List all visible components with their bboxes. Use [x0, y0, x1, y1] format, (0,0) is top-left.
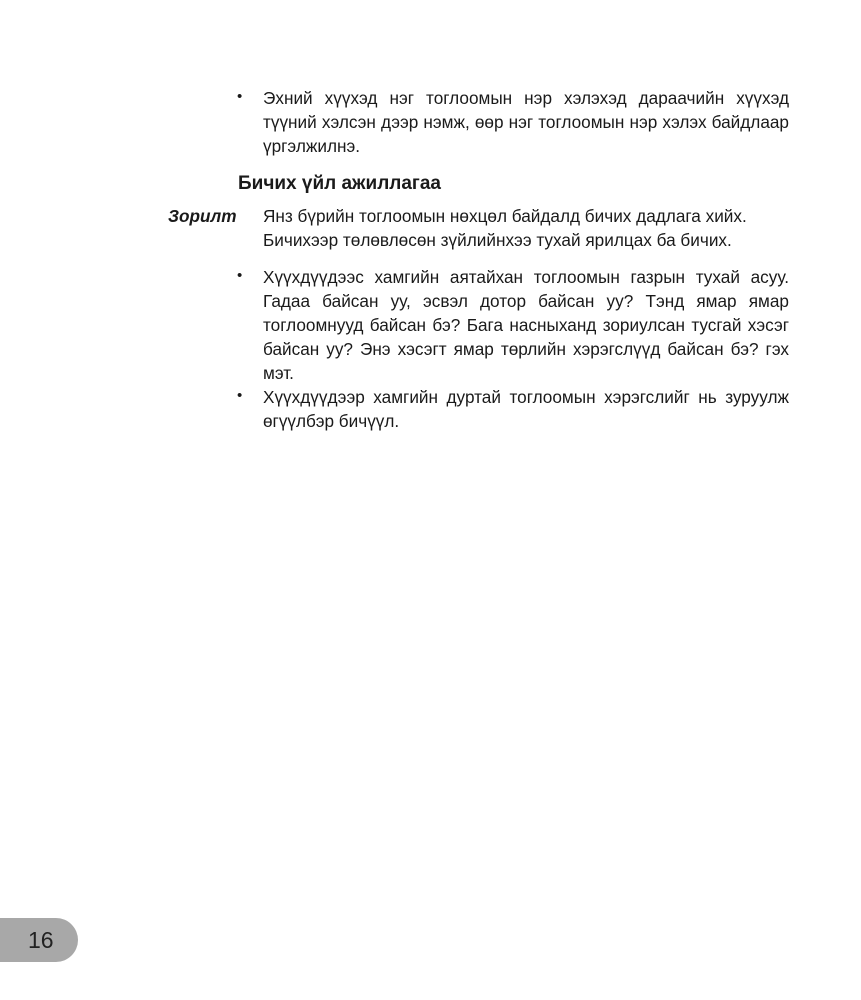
list-item — [237, 265, 789, 385]
page-number-tab — [0, 918, 78, 962]
page-number: 16 — [28, 927, 54, 953]
bullet-text: Эхний хүүхэд нэг тоглоомын нэр хэлэхэд дараачийн хүүхэд түүний хэлсэн дээр нэмж, өөр нэг тоглоомын нэр хэлэх байдлаар үргэлжилнэ. — [263, 88, 789, 156]
list-item — [237, 86, 789, 158]
list-item — [237, 385, 789, 433]
goal-line: Бичихээр төлөвлөсөн зүйлийнхээ тухай ярилцах ба бичих. — [263, 230, 732, 250]
goal-label: Зорилт — [168, 206, 237, 226]
bullet-icon: • — [237, 387, 243, 404]
goal-line: Янз бүрийн тоглоомын нөхцөл байдалд бичих дадлага хийх. — [263, 206, 747, 226]
intro-bullet-list — [237, 86, 789, 158]
bullet-icon: • — [237, 88, 243, 105]
activity-bullet-list — [237, 265, 789, 433]
section-heading: Бичих үйл ажиллагаа — [238, 173, 441, 194]
goal-text — [263, 204, 789, 252]
bullet-icon: • — [237, 267, 243, 284]
bullet-text: Хүүхдүүдээс хамгийн аятайхан тоглоомын газрын тухай асуу. Гадаа байсан уу, эсвэл дотор байсан уу? Тэнд ямар ямар тоглоомнууд байсан бэ? Бага насныханд зориулсан тусгай хэсэг байсан уу? Энэ хэсэгт ямар төрлийн хэрэгслүүд байсан бэ? гэх мэт. — [263, 267, 789, 383]
bullet-text: Хүүхдүүдээр хамгийн дуртай тоглоомын хэрэгслийг нь зуруулж өгүүлбэр бичүүл. — [263, 387, 789, 431]
